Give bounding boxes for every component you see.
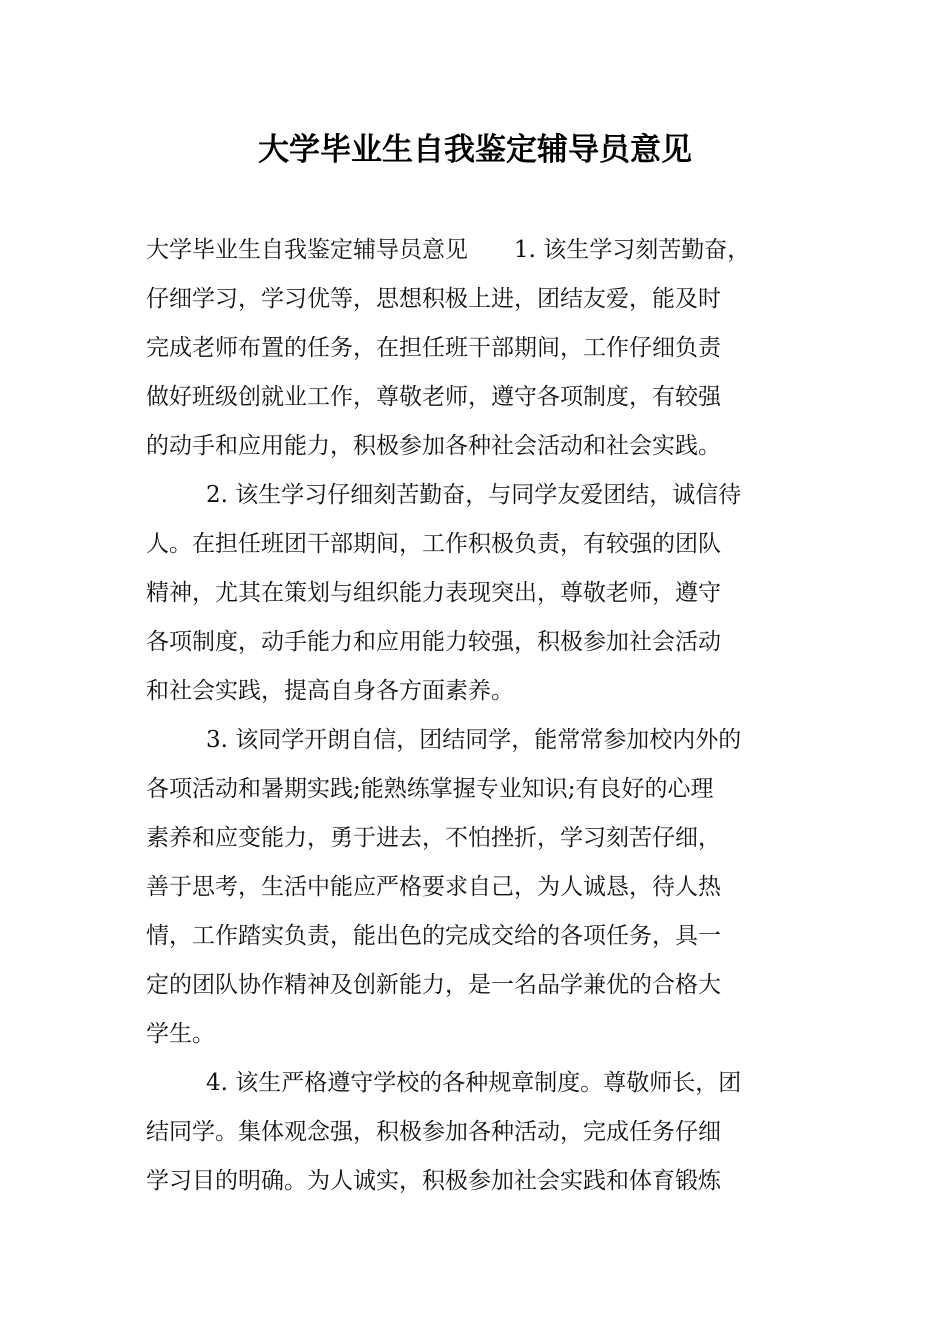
text-line: 4. 该生严格遵守学校的各种规章制度。尊敬师长，团 [206,1070,742,1096]
text-line: 2. 该生学习仔细刻苦勤奋，与同学友爱团结，诚信待 [206,482,742,508]
text-line: 善于思考，生活中能应严格要求自己，为人诚恳，待人热 [146,874,721,900]
text-line: 3. 该同学开朗自信，团结同学，能常常参加校内外的 [206,727,742,753]
text-line: 结同学。集体观念强，积极参加各种活动，完成任务仔细 [146,1119,721,1145]
text-line: 素养和应变能力，勇于进去，不怕挫折，学习刻苦仔细， [146,825,721,851]
text-line: 仔细学习，学习优等，思想积极上进，团结友爱，能及时 [146,286,721,312]
document-body [146,226,814,1206]
text-line: 人。在担任班团干部期间，工作积极负责，有较强的团队 [146,531,721,557]
text-line: 和社会实践，提高自身各方面素养。 [146,678,514,704]
text-line: 精神，尤其在策划与组织能力表现突出，尊敬老师，遵守 [146,580,721,606]
text-line: 完成老师布置的任务，在担任班干部期间，工作仔细负责 [146,335,721,361]
text-line: 做好班级创就业工作，尊敬老师，遵守各项制度，有较强 [146,384,721,410]
text-line: 的动手和应用能力，积极参加各种社会活动和社会实践。 [146,433,721,459]
text-line: 情，工作踏实负责，能出色的完成交给的各项任务，具一 [146,923,721,949]
document-title: 大学毕业生自我鉴定辅导员意见 [258,132,692,168]
text-line: 学习目的明确。为人诚实，积极参加社会实践和体育锻炼 [146,1168,721,1194]
text-line [146,226,814,275]
text-line: 各项活动和暑期实践;能熟练掌握专业知识;有良好的心理 [146,776,714,802]
text-segment: 大学毕业生自我鉴定辅导员意见 [146,237,468,263]
text-segment: 1. 该生学习刻苦勤奋， [514,237,751,263]
text-line: 学生。 [146,1021,215,1047]
text-line: 各项制度，动手能力和应用能力较强，积极参加社会活动 [146,629,721,655]
text-line: 定的团队协作精神及创新能力，是一名品学兼优的合格大 [146,972,721,998]
